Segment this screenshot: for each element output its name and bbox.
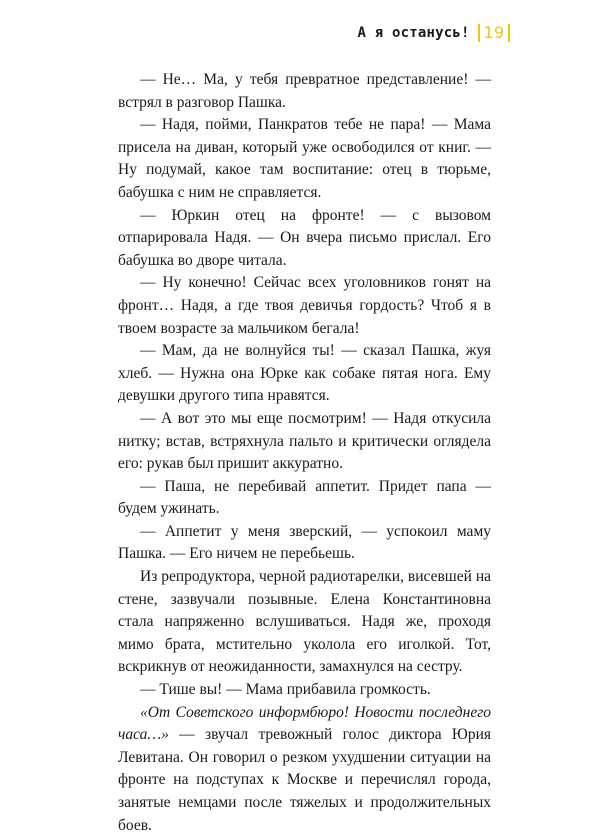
paragraph: — Паша, не перебивай аппетит. Придет папа — будем ужинать. bbox=[118, 477, 491, 518]
page-number: 19 bbox=[478, 24, 510, 42]
paragraph-final-rest: — звучал тревожный голос диктора Юрия Левитана. Он говорил о резком ухудшении ситуации на фронте на подступах к Москве и перечислял города, занятые немцами после тяжелых и продолжительных боев. bbox=[118, 726, 491, 834]
paragraph: — Не… Ма, у тебя превратное представление! — встрял в разговор Пашка. bbox=[118, 71, 491, 111]
radio-quote: «От Советского информбюро! Новости последнего часа…» bbox=[118, 703, 491, 744]
running-title: А я останусь! bbox=[357, 25, 470, 41]
paragraph: — Ну конечно! Сейчас всех уголовников гонят на фронт… Надя, а где твоя девичья гордость? Чтоб я в твоем возрасте за мальчиком бегала! bbox=[118, 274, 491, 337]
body-text bbox=[118, 69, 491, 837]
paragraph: — Мам, да не волнуйся ты! — сказал Пашка, жуя хлеб. — Нужна она Юрке как собаке пятая нога. Ему девушки другого типа нравятся. bbox=[118, 342, 491, 405]
paragraph: — Надя, пойми, Панкратов тебе не пара! — Мама присела на диван, который уже освободился от книг. — Ну подумай, какое там воспитание: отец в тюрьме, бабушка с ним не справляется. bbox=[118, 116, 491, 201]
page-header bbox=[357, 24, 510, 42]
paragraph: — Аппетит у меня зверский, — успокоил маму Пашка. — Его ничем не перебьешь. bbox=[118, 522, 491, 563]
paragraph: Из репродуктора, черной радиотарелки, висевшей на стене, зазвучали позывные. Елена Константиновна стала напряженно вслушиваться. Надя же, проходя мимо брата, мстительно уколола его иголкой. Тот, вскрикнув от неожиданности, замахнулся на сестру. bbox=[118, 568, 491, 676]
paragraph: — Юркин отец на фронте! — с вызовом отпарировала Надя. — Он вчера письмо прислал. Его бабушка во дворе читала. bbox=[118, 206, 491, 269]
paragraph-final bbox=[118, 702, 491, 837]
paragraph: — А вот это мы еще посмотрим! — Надя откусила нитку; встав, встряхнула пальто и критически оглядела его: рукав был пришит аккуратно. bbox=[118, 409, 491, 473]
paragraph: — Тише вы! — Мама прибавила громкость. bbox=[140, 681, 431, 699]
